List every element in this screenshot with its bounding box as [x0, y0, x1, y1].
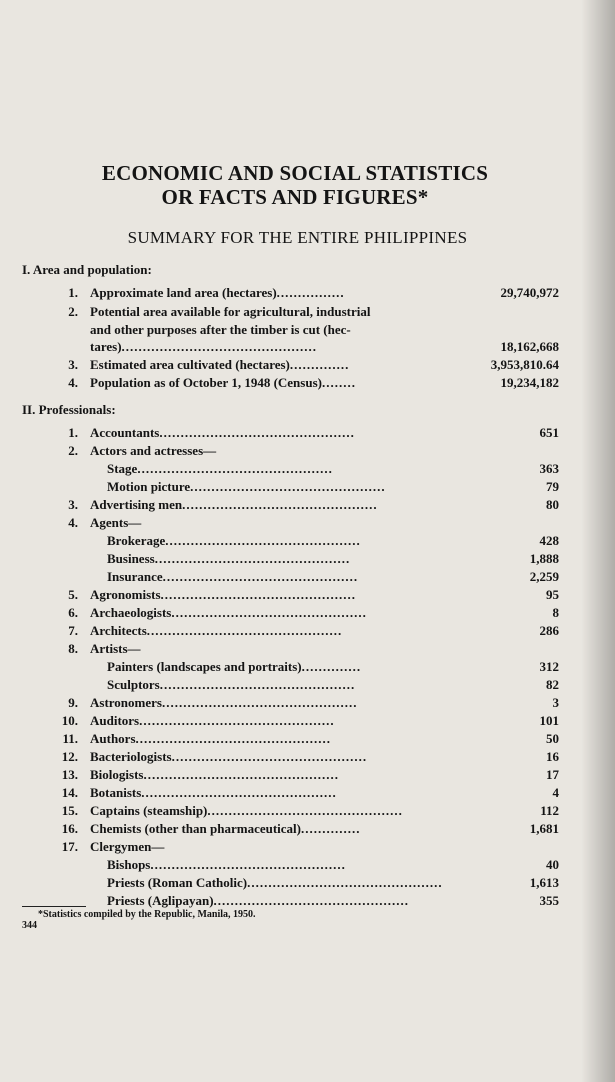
row-number: 8.	[68, 641, 78, 656]
row-label: Brokerage..............................................	[107, 533, 361, 548]
row-label: Biologists..............................................	[90, 767, 339, 782]
row-value: 29,740,972	[500, 285, 559, 300]
row-value: 651	[539, 425, 559, 440]
row-label: Motion picture..............................................	[107, 479, 386, 494]
row-label: Authors..............................................	[90, 731, 332, 746]
title-line-2: OR FACTS AND FIGURES*	[161, 185, 429, 209]
row-value: 3,953,810.64	[490, 357, 559, 372]
row-label: Estimated area cultivated (hectares)..............	[90, 357, 350, 372]
row-value: 80	[546, 497, 559, 512]
footnote: *Statistics compiled by the Republic, Manila, 1950.	[38, 909, 256, 920]
table-row	[0, 729, 615, 749]
table-row	[0, 603, 615, 623]
row-label: Accountants..............................................	[90, 425, 355, 440]
table-row	[0, 711, 615, 731]
row-number: 6.	[68, 605, 78, 620]
row-number: 5.	[68, 587, 78, 602]
row-value: 4	[552, 785, 559, 800]
row-value: 19,234,182	[500, 375, 559, 390]
table-row	[0, 373, 615, 393]
table-row	[0, 747, 615, 767]
table-row	[0, 283, 615, 303]
subtitle: SUMMARY FOR THE ENTIRE PHILIPPINES	[127, 228, 468, 247]
row-number: 4.	[68, 515, 78, 530]
row-value: 50	[546, 731, 559, 746]
row-label: Actors and actresses—	[90, 443, 217, 458]
row-label: Bacteriologists..............................................	[90, 749, 368, 764]
row-number: 9.	[68, 695, 78, 710]
table-row	[0, 337, 615, 357]
row-label: Priests (Roman Catholic)..............................................	[107, 875, 443, 890]
table-row	[0, 783, 615, 803]
row-label: Population as of October 1, 1948 (Census)........	[90, 375, 356, 390]
row-number: 12.	[61, 749, 78, 764]
row-number: 17.	[61, 839, 78, 854]
row-number: 11.	[62, 731, 78, 746]
table-row	[0, 891, 615, 911]
row-label: Agents—	[90, 515, 142, 530]
table-row	[0, 441, 615, 461]
row-label: Botanists..............................................	[90, 785, 337, 800]
row-value: 1,613	[529, 875, 559, 890]
row-label: Archaeologists..............................................	[90, 605, 367, 620]
row-label: Approximate land area (hectares)................	[90, 285, 345, 300]
row-label: Potential area available for agricultural, industrial	[90, 304, 371, 319]
row-value: 428	[539, 533, 559, 548]
row-label: Painters (landscapes and portraits)..............	[107, 659, 362, 674]
row-label: Captains (steamship)..............................................	[90, 803, 403, 818]
section-area-population: I. Area and population:	[22, 262, 152, 277]
title-line-1: ECONOMIC AND SOCIAL STATISTICS	[101, 161, 489, 185]
row-value: 2,259	[529, 569, 559, 584]
row-value: 1,888	[529, 551, 559, 566]
row-label: Business..............................................	[107, 551, 351, 566]
row-number: 3.	[68, 497, 78, 512]
table-row	[0, 855, 615, 875]
table-row	[0, 302, 615, 322]
page-number: 344	[22, 920, 37, 931]
row-number: 13.	[61, 767, 78, 782]
table-row	[0, 675, 615, 695]
row-number: 1.	[68, 425, 78, 440]
row-label: tares)..............................................	[90, 339, 318, 354]
section-professionals: II. Professionals:	[22, 402, 116, 417]
row-number: 4.	[68, 375, 78, 390]
table-row	[0, 495, 615, 515]
row-value: 112	[540, 803, 559, 818]
table-row	[0, 355, 615, 375]
table-row	[0, 765, 615, 785]
row-label: Astronomers..............................................	[90, 695, 358, 710]
row-label: Chemists (other than pharmaceutical)..............	[90, 821, 361, 836]
table-row	[0, 513, 615, 533]
row-label: Stage..............................................	[107, 461, 333, 476]
table-row	[0, 621, 615, 641]
footnote-rule	[22, 906, 86, 907]
row-label: Auditors..............................................	[90, 713, 335, 728]
row-label: Sculptors..............................................	[107, 677, 356, 692]
row-value: 3	[552, 695, 559, 710]
row-value: 286	[539, 623, 559, 638]
table-row	[0, 639, 615, 659]
row-value: 17	[546, 767, 559, 782]
row-label-continuation: and other purposes after the timber is cut (hec-	[90, 322, 351, 337]
row-label: Advertising men..............................................	[90, 497, 378, 512]
row-value: 79	[546, 479, 559, 494]
row-value: 363	[539, 461, 559, 476]
row-value: 16	[546, 749, 559, 764]
table-row	[0, 459, 615, 479]
table-row	[0, 549, 615, 569]
row-value: 312	[539, 659, 559, 674]
row-label: Artists—	[90, 641, 141, 656]
row-label: Priests (Aglipayan)..............................................	[107, 893, 410, 908]
row-label: Agronomists..............................................	[90, 587, 357, 602]
table-row	[0, 477, 615, 497]
table-row	[0, 873, 615, 893]
table-row	[0, 837, 615, 857]
row-value: 1,681	[529, 821, 559, 836]
table-row	[0, 801, 615, 821]
row-label: Insurance..............................................	[107, 569, 359, 584]
table-row	[0, 423, 615, 443]
table-row	[0, 531, 615, 551]
row-number: 7.	[68, 623, 78, 638]
row-value: 40	[546, 857, 559, 872]
row-value: 82	[546, 677, 559, 692]
row-value: 18,162,668	[500, 339, 559, 354]
row-value: 355	[539, 893, 559, 908]
row-label: Clergymen—	[90, 839, 165, 854]
row-label: Architects..............................................	[90, 623, 343, 638]
table-row	[0, 819, 615, 839]
row-number: 10.	[61, 713, 78, 728]
row-label: Bishops..............................................	[107, 857, 346, 872]
row-value: 101	[539, 713, 559, 728]
table-row	[0, 657, 615, 677]
row-number: 15.	[61, 803, 78, 818]
row-number: 3.	[68, 357, 78, 372]
row-number: 16.	[61, 821, 78, 836]
row-number: 2.	[68, 304, 78, 319]
row-number: 2.	[68, 443, 78, 458]
table-row	[0, 585, 615, 605]
table-row	[0, 693, 615, 713]
row-number: 1.	[68, 285, 78, 300]
row-value: 8	[552, 605, 559, 620]
row-number: 14.	[61, 785, 78, 800]
row-value: 95	[546, 587, 559, 602]
table-row	[0, 567, 615, 587]
